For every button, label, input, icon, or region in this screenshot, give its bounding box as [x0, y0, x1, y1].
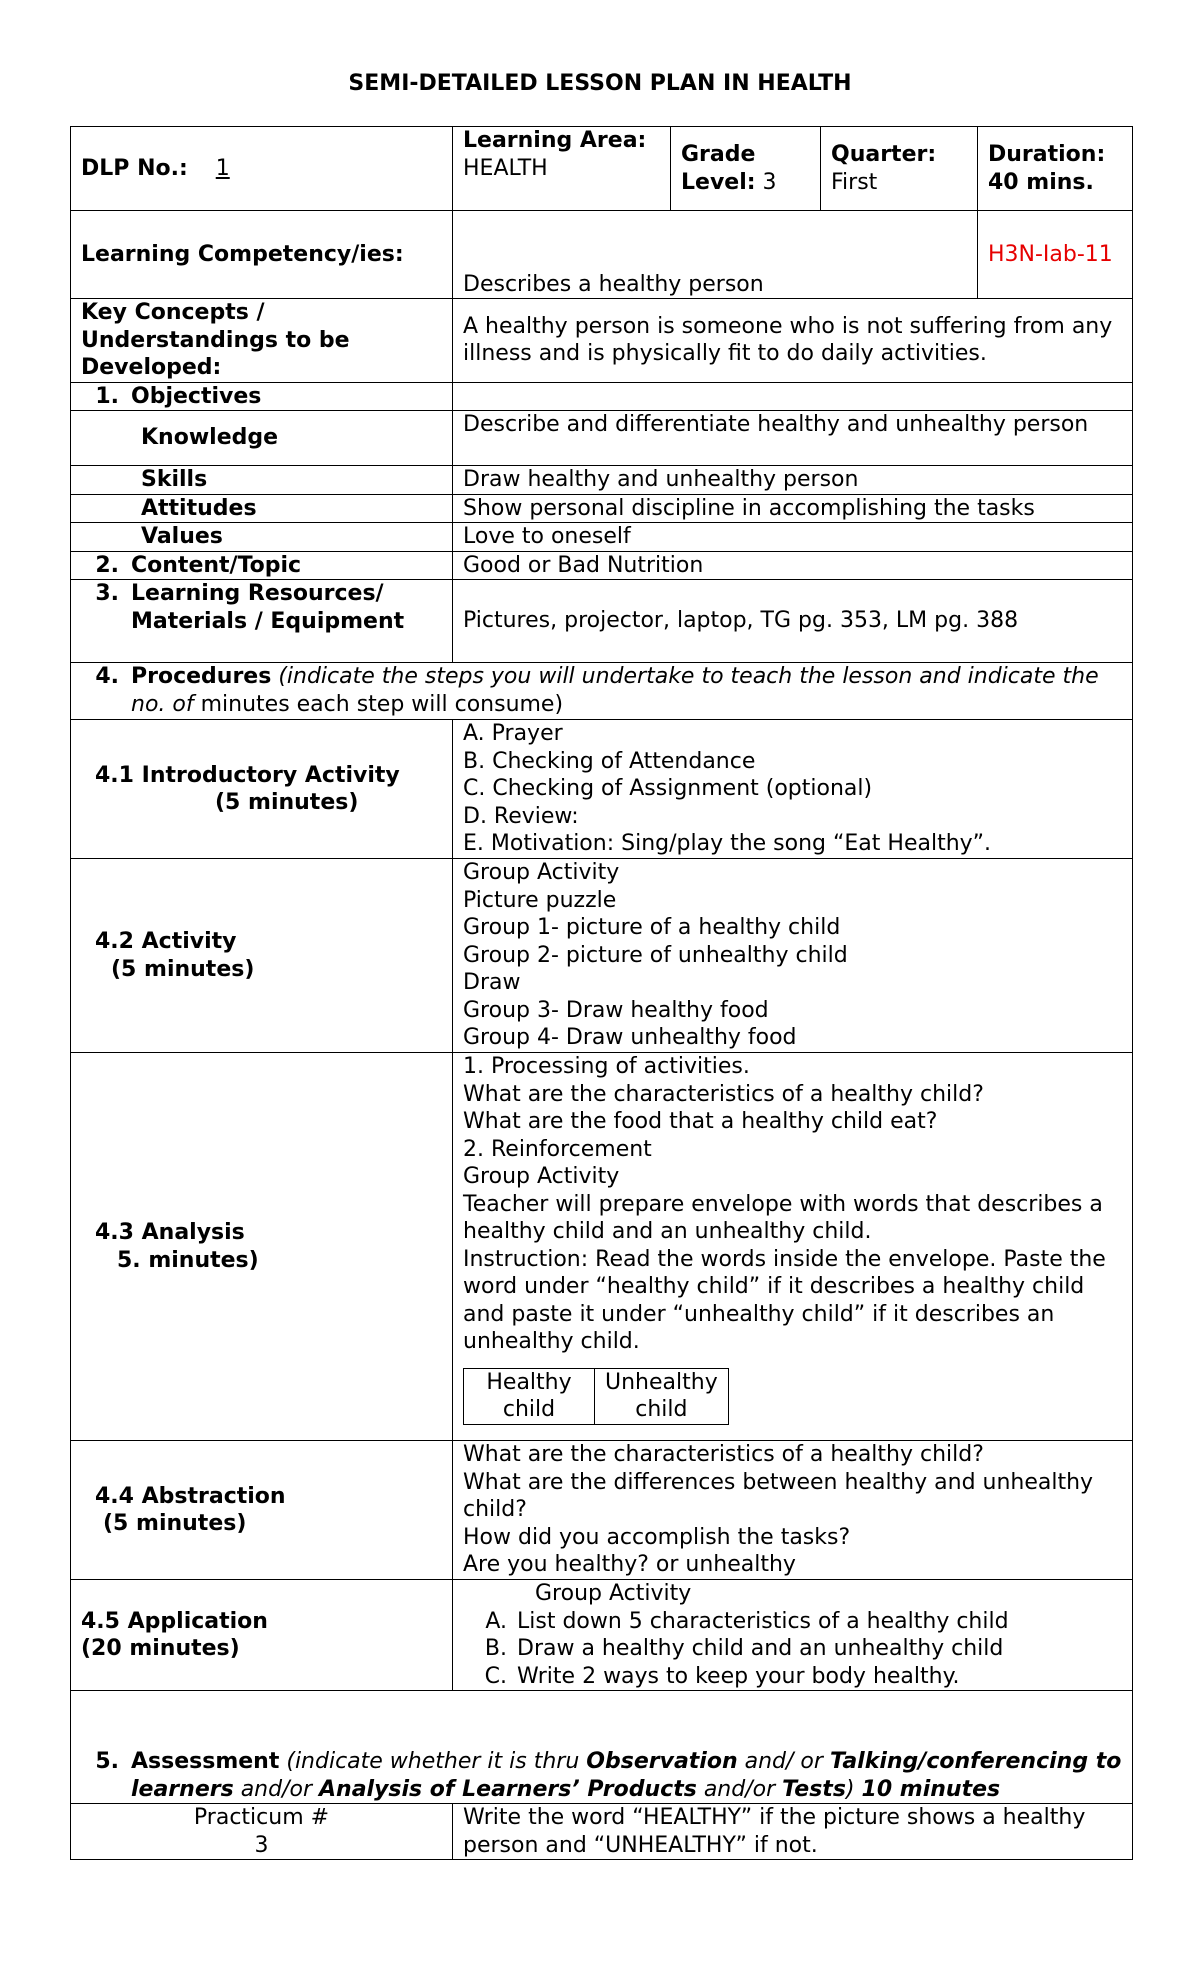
application-label: 4.5 Application: [81, 1608, 268, 1634]
skills-label: Skills: [71, 466, 453, 495]
healthy-child-column: Healthy child: [464, 1368, 595, 1424]
application-lines: [453, 1580, 1133, 1691]
analysis-line: What are the characteristics of a healthy child?: [463, 1081, 984, 1107]
content-value: Good or Bad Nutrition: [453, 551, 1133, 580]
procedures-note2: minutes each step will consume): [193, 691, 564, 717]
practicum-value: Write the word “HEALTHY” if the picture shows a healthy person and “UNHEALTHY” if not.: [453, 1804, 1133, 1860]
resources-label: Learning Resources/ Materials / Equipment: [131, 581, 405, 634]
procedures-note: (indicate the steps you will undertake to teach the lesson and indicate the no. of: [131, 664, 1099, 717]
practicum-label: Practicum #: [193, 1805, 330, 1830]
analysis-row: [71, 1053, 1133, 1441]
analysis-line: 1. Processing of activities.: [463, 1054, 750, 1079]
content-row: [71, 551, 1133, 580]
quarter-label: Quarter:: [831, 142, 937, 167]
activity-line: Draw: [463, 970, 521, 995]
skills-value: Draw healthy and unhealthy person: [453, 466, 1133, 495]
intro-line: B. Checking of Attendance: [463, 748, 756, 774]
assessment-row: [71, 1691, 1133, 1804]
intro-line: E. Motivation: Sing/play the song “Eat Healthy”.: [463, 831, 992, 856]
intro-time: (5 minutes): [215, 790, 359, 815]
abstraction-line: What are the differences between healthy and unhealthy child?: [463, 1469, 1094, 1522]
abstraction-line: Are you healthy? or unhealthy: [463, 1552, 796, 1577]
intro-line: C. Checking of Assignment (optional): [463, 776, 873, 801]
competency-row: [71, 211, 1133, 299]
knowledge-row: [71, 411, 1133, 466]
assessment-text: 5. Assessment (indicate whether it is thru Observation and/ or Talking/conferencing to learners and/or Analysis of Learners’ Products and/or Tests) 10 minutes: [81, 1748, 1122, 1803]
activity-lines: [453, 859, 1133, 1053]
analysis-line: 2. Reinforcement: [463, 1136, 652, 1162]
grade-level-cell: [671, 127, 821, 211]
abstraction-line: How did you accomplish the tasks?: [463, 1524, 851, 1550]
attitudes-label: Attitudes: [71, 494, 453, 523]
abstraction-time: (5 minutes): [103, 1511, 247, 1536]
values-row: [71, 523, 1133, 552]
application-row: [71, 1580, 1133, 1691]
dlp-value: 1: [215, 155, 230, 181]
competency-label: Learning Competency/ies:: [71, 211, 453, 299]
duration-value: 40 mins.: [988, 169, 1094, 195]
analysis-label: 4.3 Analysis: [95, 1220, 245, 1245]
header-row: [71, 127, 1133, 211]
key-concepts-value: A healthy person is someone who is not suffering from any illness and is physically fit to do daily activities.: [453, 299, 1133, 383]
document-title: SEMI-DETAILED LESSON PLAN IN HEALTH: [348, 71, 852, 96]
quarter-value: First: [831, 169, 878, 195]
grade-level-value: 3: [762, 169, 777, 195]
activity-row: [71, 859, 1133, 1053]
dlp-cell: [71, 127, 453, 211]
dlp-label: DLP No.:: [81, 155, 188, 181]
quarter-cell: [821, 127, 978, 211]
values-label: Values: [71, 523, 453, 552]
objectives-num: 1.: [95, 383, 119, 409]
intro-line: D. Review:: [463, 803, 579, 829]
activity-line: Group 3- Draw healthy food: [463, 997, 769, 1023]
activity-line: Group 4- Draw unhealthy food: [463, 1025, 797, 1050]
practicum-row: [71, 1804, 1133, 1860]
analysis-line: Teacher will prepare envelope with words that describes a healthy child and an unhealthy child.: [463, 1191, 1103, 1244]
key-concepts-row: [71, 299, 1133, 383]
procedures-num: 4.: [95, 664, 119, 689]
analysis-line: Instruction: Read the words inside the envelope. Paste the word under “healthy child” if it describes a healthy child and paste it under “unhealthy child” if it describes an unhealthy child.: [463, 1246, 1106, 1354]
activity-line: Group Activity: [463, 860, 620, 885]
activity-time: (5 minutes): [111, 956, 255, 982]
duration-cell: [978, 127, 1133, 211]
application-time: (20 minutes): [81, 1636, 240, 1661]
analysis-line: Group Activity: [463, 1164, 620, 1189]
resources-num: 3.: [95, 581, 119, 606]
unhealthy-child-column: Unhealthy child: [595, 1368, 729, 1424]
grade-level-label: Grade Level:: [681, 142, 756, 195]
learning-area-cell: [453, 127, 671, 211]
assessment-num: 5.: [95, 1749, 119, 1774]
application-heading: Group Activity: [535, 1581, 692, 1606]
abstraction-label: 4.4 Abstraction: [95, 1483, 286, 1509]
application-item: B. Draw a healthy child and an unhealthy child: [484, 1636, 1004, 1661]
intro-line: A. Prayer: [463, 721, 563, 746]
key-concepts-label: Key Concepts / Understandings to be Developed:: [71, 299, 453, 383]
application-item: C. Write 2 ways to keep your body healthy.: [484, 1663, 960, 1689]
analysis-lines: [453, 1053, 1133, 1441]
content-num: 2.: [95, 552, 119, 578]
activity-line: Group 1- picture of a healthy child: [463, 915, 841, 940]
activity-line: Picture puzzle: [463, 887, 617, 913]
analysis-time: 5. minutes): [117, 1247, 259, 1273]
sorting-table: [463, 1368, 729, 1425]
analysis-line: What are the food that a healthy child eat?: [463, 1109, 938, 1134]
values-value: Love to oneself: [453, 523, 1133, 552]
duration-label: Duration:: [988, 142, 1106, 167]
intro-lines: [453, 720, 1133, 859]
skills-row: [71, 466, 1133, 495]
procedures-row: [71, 663, 1133, 720]
activity-label: 4.2 Activity: [95, 929, 237, 954]
abstraction-line: What are the characteristics of a healthy child?: [463, 1442, 984, 1467]
attitudes-row: [71, 494, 1133, 523]
objectives-row: [71, 382, 1133, 411]
attitudes-value: Show personal discipline in accomplishing the tasks: [453, 494, 1133, 523]
practicum-number: 3: [254, 1832, 269, 1858]
content-label: Content/Topic: [131, 552, 302, 578]
objectives-label: Objectives: [131, 383, 262, 409]
competency-value: Describes a healthy person: [453, 211, 978, 299]
knowledge-value: Describe and differentiate healthy and unhealthy person: [453, 411, 1133, 466]
competency-code: H3N-Iab-11: [978, 211, 1133, 299]
activity-line: Group 2- picture of unhealthy child: [463, 942, 848, 968]
application-item: A. List down 5 characteristics of a healthy child: [485, 1608, 1009, 1634]
procedures-label: Procedures: [131, 664, 272, 689]
learning-area-value: HEALTH: [463, 155, 548, 181]
abstraction-row: [71, 1441, 1133, 1580]
learning-area-label: Learning Area:: [463, 128, 647, 153]
resources-row: [71, 580, 1133, 663]
lesson-plan-table: [70, 126, 1133, 1860]
intro-row: [71, 720, 1133, 859]
intro-label: 4.1 Introductory Activity: [95, 762, 400, 788]
knowledge-label: Knowledge: [71, 411, 453, 466]
abstraction-lines: [453, 1441, 1133, 1580]
resources-value: Pictures, projector, laptop, TG pg. 353, LM pg. 388: [453, 580, 1133, 663]
